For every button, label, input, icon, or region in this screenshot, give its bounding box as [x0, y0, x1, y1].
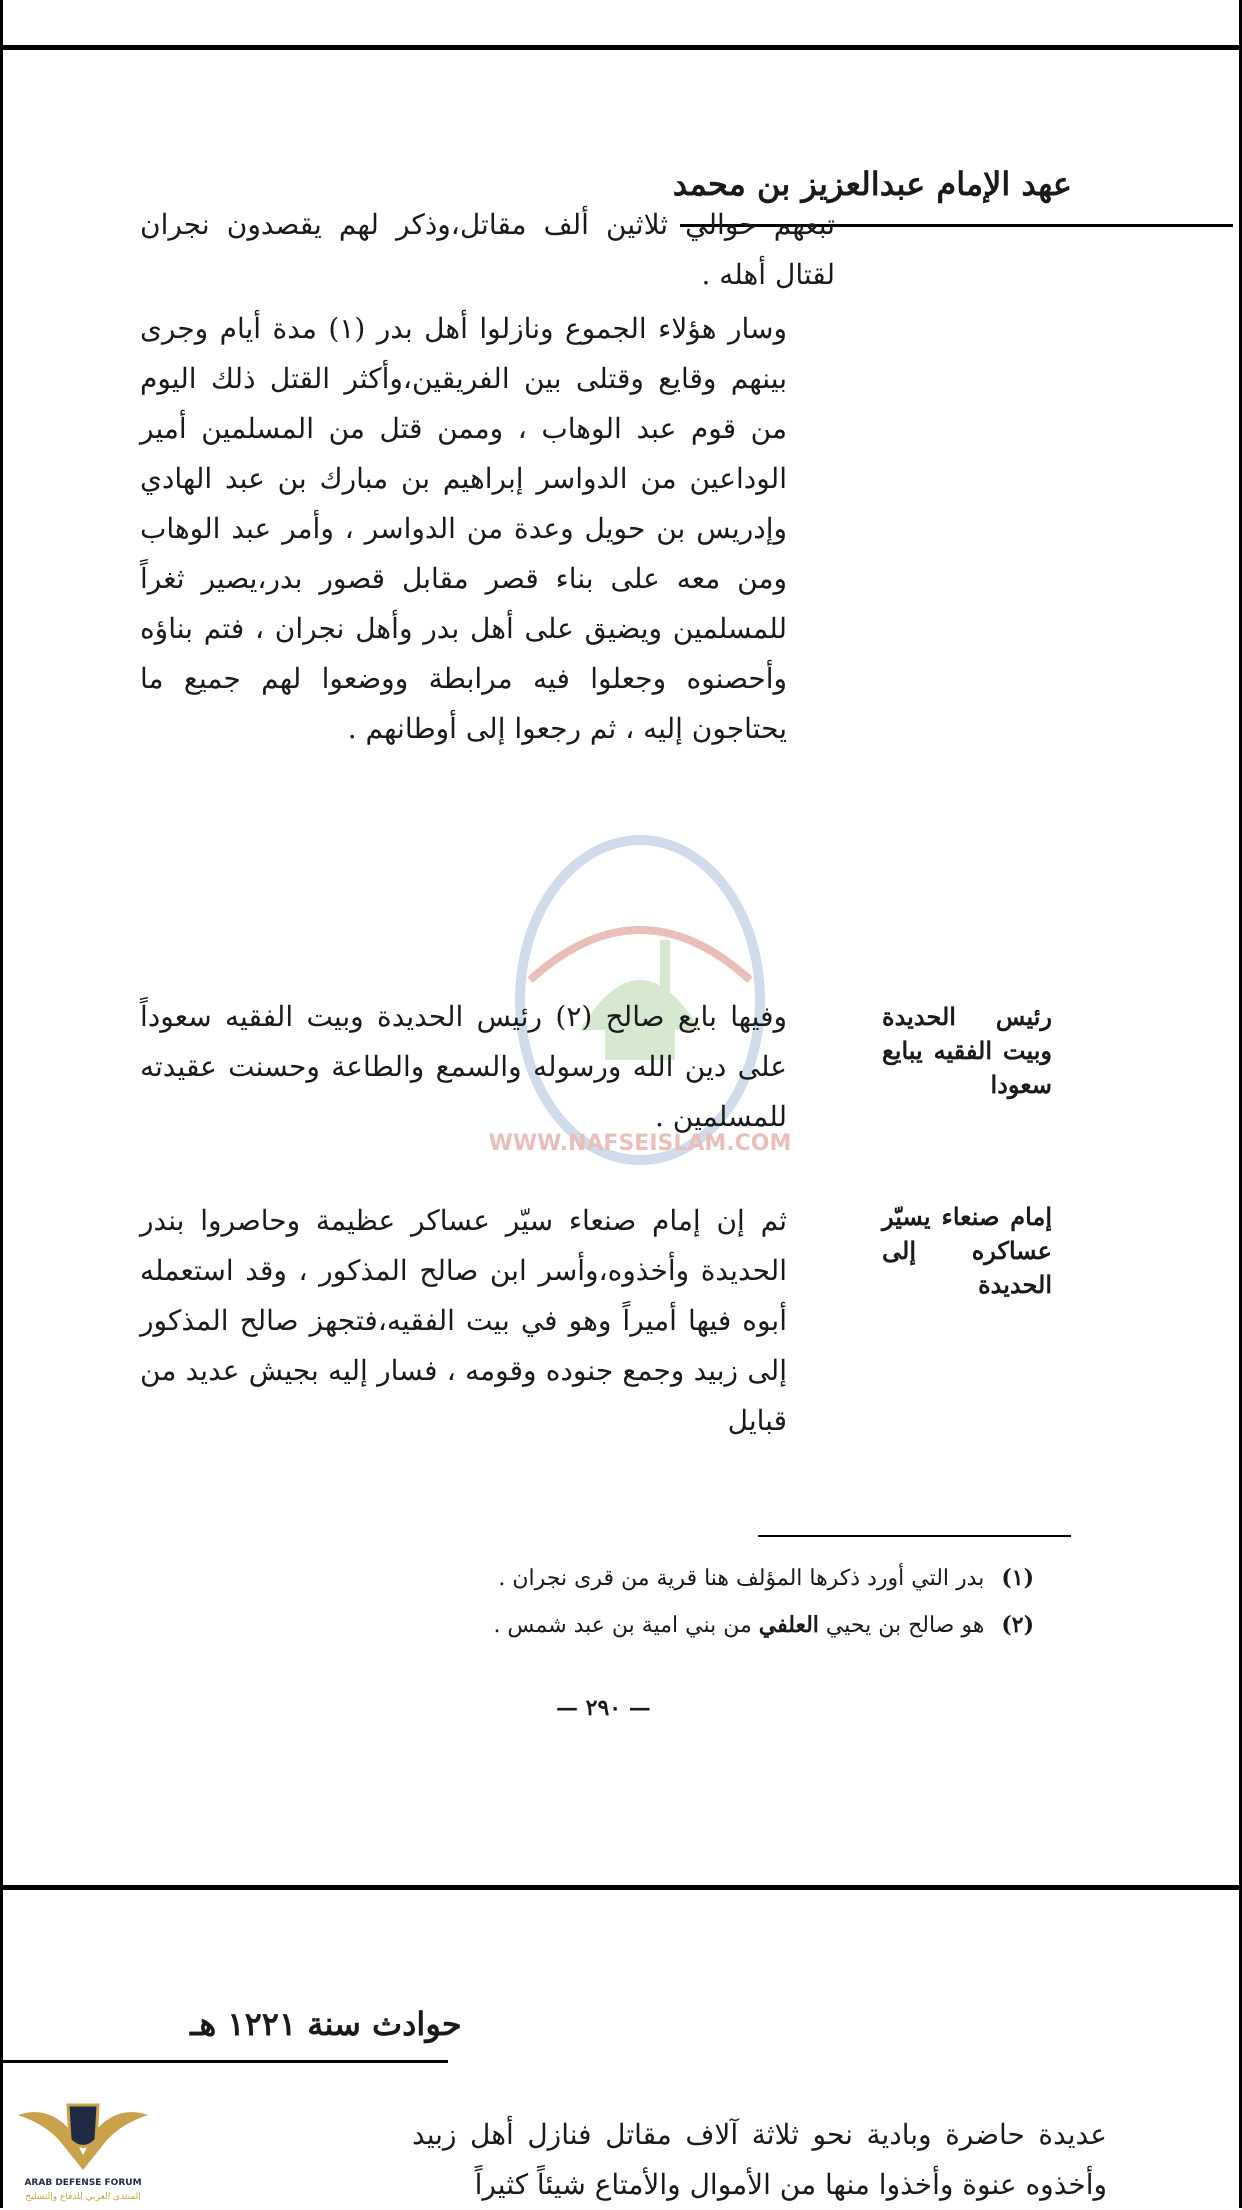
footnote-2-text-before: هو صالح بن يحيي [825, 1613, 985, 1638]
footnote-2-text-after: من بني امية بن عبد شمس . [493, 1613, 752, 1638]
watermark-url: WWW.NAFSEISLAM.COM [488, 1131, 792, 1156]
footnote-rule [758, 1535, 1071, 1537]
footnote-2-text-bold: العلفي [758, 1612, 819, 1638]
footnotes [493, 1555, 1034, 1649]
header-rule [0, 2060, 448, 2063]
page-number: — ٢٩٠ — [556, 1695, 651, 1721]
footnote-2 [493, 1602, 1034, 1649]
paragraph-4-text: ثم إن إمام صنعاء سيّر عساكر عظيمة وحاصروا بندر الحديدة وأخذوه،وأسر ابن صالح المذكور ، وقد استعمله أبوه فيها أميراً وهو في بيت الفقيه،فتجهز صالح المذكور إلى زبيد وجمع جنوده وقومه ، فسار إليه بجيش عديد من قبايل [140, 1204, 787, 1437]
logo-subtext: المنتدى العربي للدفاع والتسليح [25, 2192, 141, 2202]
paragraph-3-text: وفيها بايع صالح (٢) رئيس الحديدة وبيت الفقيه سعوداً على دين الله ورسوله والسمع والطاعة وحسنت عقيدته للمسلمين . [140, 1000, 787, 1133]
paragraph-1-text: تبعهم حوالي ثلاثين ألف مقاتل،وذكر لهم يقصدون نجران لقتال أهله . [140, 208, 835, 291]
paragraph-2 [140, 304, 835, 754]
forum-logo [8, 2085, 158, 2205]
running-header: حوادث سنة ١٢٢١ هـ [190, 2005, 462, 2043]
footnote-1-number: (١) [1001, 1565, 1034, 1591]
logo-text: ARAB DEFENSE FORUM [24, 2178, 142, 2188]
paragraph-3 [140, 992, 835, 1142]
page-291 [0, 1890, 1242, 2208]
margin-note-1: رئيس الحديدة وبيت الفقيه يبايع سعودا [882, 1002, 1052, 1099]
footnote-1 [493, 1555, 1034, 1602]
running-header: عهد الإمام عبدالعزيز بن محمد [672, 165, 1072, 203]
paragraph-4 [140, 1196, 835, 1446]
paragraph-1-text: عديدة حاضرة وبادية نحو ثلاثة آلاف مقاتل فنازل أهل زبيد وأخذوه عنوة وأخذوا منها من الأموال والأمتاع شيئاً كثيراً [412, 2118, 1107, 2201]
margin-note-2: إمام صنعاء يسيّر عساكره إلى الحديدة [882, 1202, 1052, 1299]
paragraph-2-text: وسار هؤلاء الجموع ونازلوا أهل بدر (١) مدة أيام وجرى بينهم وقايع وقتلى بين الفريقين،وأكثر القتل ذلك اليوم من قوم عبد الوهاب ، وممن قتل من المسلمين أمير الوداعين من الدواسر إبراهيم بن مبارك بن عبد الهادي وإدريس بن حويل وعدة من الدواسر ، وأمر عبد الوهاب ومن معه على بناء قصر مقابل قصور بدر،يصير ثغراً للمسلمين ويضيق على أهل بدر وأهل نجران ، فتم بناؤه وأحصنوه وجعلوا فيه مرابطة ووضعوا لهم جميع ما يحتاجون إليه ، ثم رجعوا إلى أوطانهم . [140, 312, 788, 745]
page-290 [0, 50, 1242, 1885]
paragraph-1 [412, 2110, 1107, 2210]
footnote-2-number: (٢) [1001, 1612, 1034, 1638]
paragraph-1 [140, 200, 835, 300]
footnote-1-text: بدر التي أورد ذكرها المؤلف هنا قرية من قرى نجران . [498, 1566, 985, 1591]
